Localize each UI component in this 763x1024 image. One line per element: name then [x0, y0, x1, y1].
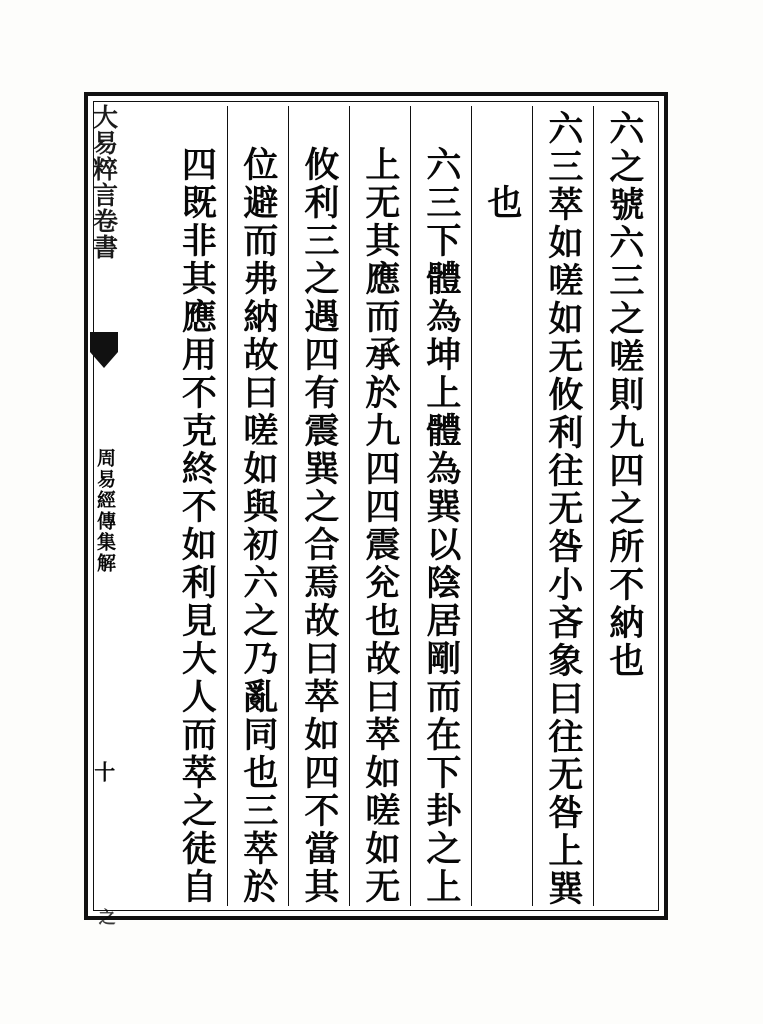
text-column-6: [288, 106, 349, 906]
folio-number: [88, 761, 120, 811]
column-text: 六之號六三之嗟則九四之所不納也: [603, 110, 645, 680]
banshin-subtitle: [88, 448, 120, 628]
column-text: 上无其應而承於九四四震兊也故曰萃如嗟如无: [359, 146, 401, 906]
fishtail-triangle: [90, 352, 118, 368]
text-column-3: [471, 106, 532, 906]
column-text: 四既非其應用不克終不如利見大人而萃之徒自: [176, 146, 218, 906]
text-column-1: [593, 106, 654, 906]
bottom-margin-mark: [92, 908, 116, 938]
text-column-8: [166, 106, 227, 906]
bottom-margin-text: 之: [94, 908, 115, 928]
banshin-title-text: 大易粹言卷書: [89, 104, 119, 260]
page-border-frame: [84, 92, 668, 920]
banshin-subtitle-text: 周易經傳集解: [93, 448, 116, 574]
text-column-7: [227, 106, 288, 906]
margin-banshin: [88, 96, 124, 928]
text-column-2: [532, 106, 593, 906]
column-text: 六三萃如嗟如无攸利往无咎小吝象曰往无咎上巽: [542, 110, 584, 908]
column-text: 位避而弗納故曰嗟如與初六之乃亂同也三萃於: [237, 146, 279, 906]
fishtail-mark-icon: [90, 332, 118, 372]
folio-number-text: 十: [91, 761, 117, 783]
column-text: 攸利三之遇四有震巽之合焉故曰萃如四不當其: [298, 146, 340, 906]
column-text: 六三下體為坤上體為巽以陰居剛而在下卦之上: [420, 146, 462, 906]
text-column-5: [349, 106, 410, 906]
fishtail-bar: [90, 332, 118, 352]
text-column-container: [98, 106, 654, 906]
column-text: 也: [481, 184, 523, 222]
text-column-4: [410, 106, 471, 906]
banshin-title: [84, 104, 124, 334]
